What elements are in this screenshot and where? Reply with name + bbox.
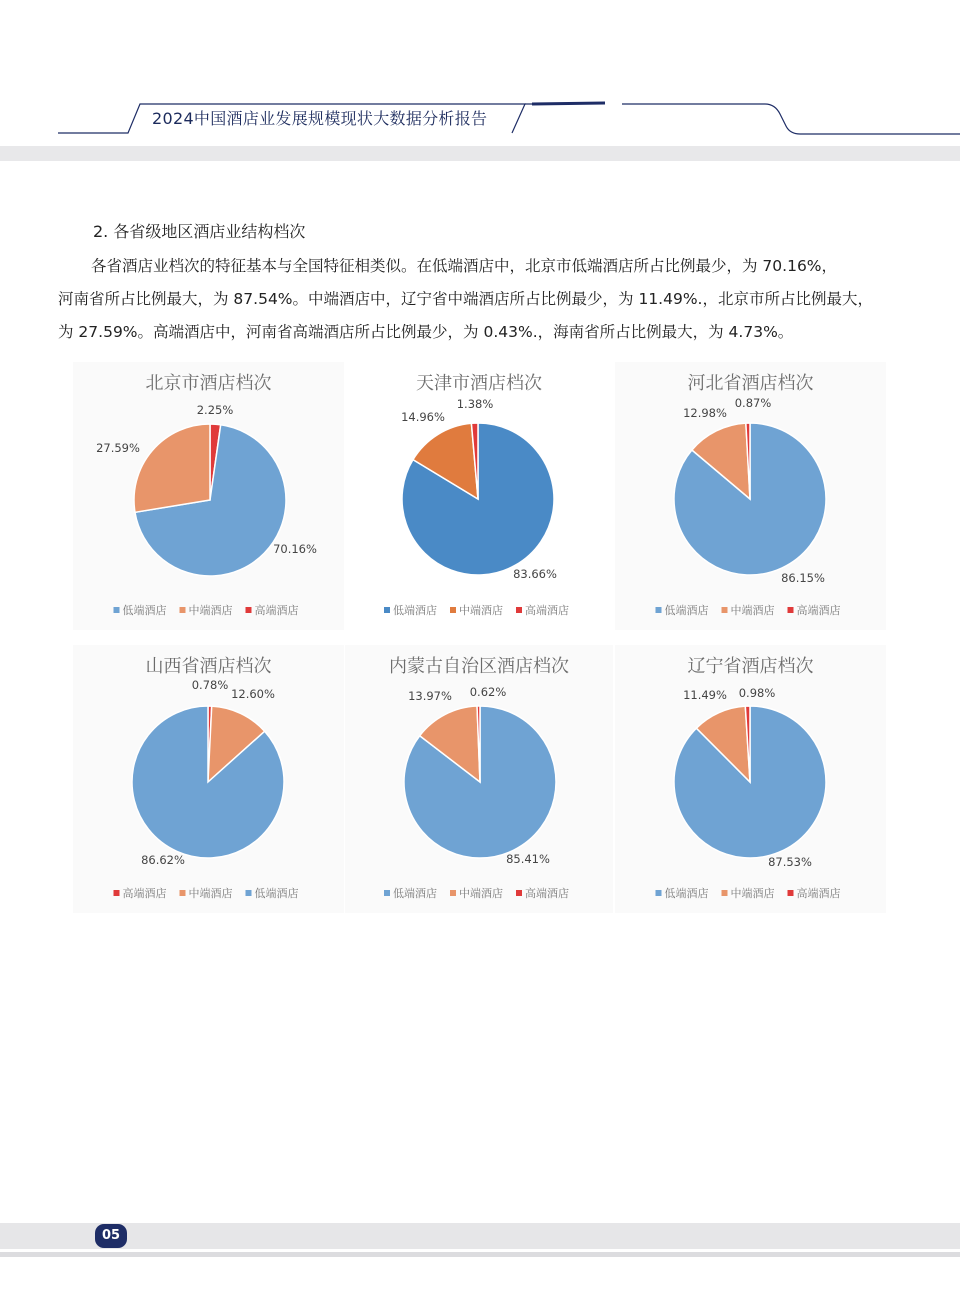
legend-label-low: 低端酒店 <box>664 604 709 617</box>
legend-label-mid: 中端酒店 <box>459 887 503 900</box>
pie-slice-mid <box>134 424 210 512</box>
data-label-mid: 27.59% <box>96 441 140 455</box>
legend-swatch-mid <box>722 607 728 613</box>
legend-swatch-low <box>656 607 662 613</box>
legend-label-mid: 中端酒店 <box>730 604 775 617</box>
pie-chart-neimenggu <box>345 645 613 913</box>
legend-label-low: 低端酒店 <box>393 604 437 617</box>
legend-swatch-low <box>384 607 390 613</box>
pie-chart-hebei <box>615 362 886 630</box>
data-label-low: 86.15% <box>781 571 825 585</box>
data-label-low: 85.41% <box>506 852 550 866</box>
data-label-high: 0.87% <box>734 396 772 410</box>
section-paragraph <box>58 250 920 349</box>
legend-swatch-high <box>516 890 522 896</box>
data-label-low: 83.66% <box>513 567 557 581</box>
legend-swatch-high <box>788 890 794 896</box>
chart-title: 辽宁省酒店档次 <box>687 656 814 677</box>
paragraph-line: 为 27.59%。高端酒店中，河南省高端酒店所占比例最少，为 0.43%.，海南省所占比例最大，为 4.73%。 <box>58 323 794 341</box>
legend-label-mid: 中端酒店 <box>188 887 233 900</box>
legend-label-high: 高端酒店 <box>525 604 569 617</box>
chart-title: 天津市酒店档次 <box>416 373 542 394</box>
legend-swatch-mid <box>180 890 186 896</box>
legend-label-high: 高端酒店 <box>254 604 299 617</box>
data-label-low: 87.53% <box>768 855 812 869</box>
legend-swatch-high <box>516 607 522 613</box>
data-label-mid: 12.60% <box>231 687 275 701</box>
page-number: 05 <box>95 1224 127 1248</box>
legend-label-high: 高端酒店 <box>525 887 569 900</box>
legend-swatch-mid <box>180 607 186 613</box>
legend-label-mid: 中端酒店 <box>188 604 233 617</box>
legend-label-mid: 中端酒店 <box>730 887 775 900</box>
data-label-high: 0.62% <box>469 685 507 699</box>
report-title: 2024中国酒店业发展规模现状大数据分析报告 <box>152 109 488 128</box>
paragraph-line: 河南省所占比例最大，为 87.54%。中端酒店中，辽宁省中端酒店所占比例最少，为 11.49%.，北京市所占比例最大， <box>58 290 873 308</box>
pie-chart-liaoning <box>615 645 886 913</box>
chart-title: 北京市酒店档次 <box>145 373 272 394</box>
data-label-mid: 13.97% <box>408 689 452 703</box>
legend-label-high: 高端酒店 <box>796 887 841 900</box>
header-band <box>0 146 960 161</box>
pie-chart-beijing <box>73 362 344 630</box>
chart-title: 山西省酒店档次 <box>145 656 272 677</box>
data-label-mid: 12.98% <box>683 406 727 420</box>
legend-swatch-high <box>246 607 252 613</box>
data-label-high: 0.78% <box>191 678 229 692</box>
data-label-mid: 11.49% <box>683 688 727 702</box>
paragraph-line: 各省酒店业档次的特征基本与全国特征相类似。在低端酒店中，北京市低端酒店所占比例最少，为 70.16%， <box>91 257 838 275</box>
legend-label-high: 高端酒店 <box>796 604 841 617</box>
legend-label-mid: 中端酒店 <box>459 604 503 617</box>
legend-swatch-high <box>114 890 120 896</box>
pie-chart-tianjin <box>345 362 613 630</box>
legend-swatch-mid <box>722 890 728 896</box>
data-label-low: 70.16% <box>273 542 317 556</box>
footer-line <box>0 1252 960 1257</box>
legend-swatch-low <box>246 890 252 896</box>
legend-swatch-low <box>384 890 390 896</box>
data-label-high: 0.98% <box>738 686 776 700</box>
pie-chart-shanxi <box>73 645 344 913</box>
data-label-high: 2.25% <box>196 403 234 417</box>
data-label-low: 86.62% <box>141 853 185 867</box>
legend-swatch-mid <box>450 890 456 896</box>
legend-swatch-mid <box>450 607 456 613</box>
legend-label-low: 低端酒店 <box>393 887 437 900</box>
legend-swatch-low <box>656 890 662 896</box>
chart-title: 内蒙古自治区酒店档次 <box>389 656 569 677</box>
legend-label-low: 低端酒店 <box>254 887 299 900</box>
data-label-high: 1.38% <box>456 397 494 411</box>
legend-label-low: 低端酒店 <box>122 604 167 617</box>
legend-label-low: 低端酒店 <box>664 887 709 900</box>
legend-swatch-high <box>788 607 794 613</box>
data-label-mid: 14.96% <box>401 410 445 424</box>
section-title: 2. 各省级地区酒店业结构档次 <box>93 222 306 241</box>
legend-label-high: 高端酒店 <box>122 887 167 900</box>
footer-band <box>0 1223 960 1249</box>
chart-title: 河北省酒店档次 <box>687 373 814 394</box>
legend-swatch-low <box>114 607 120 613</box>
